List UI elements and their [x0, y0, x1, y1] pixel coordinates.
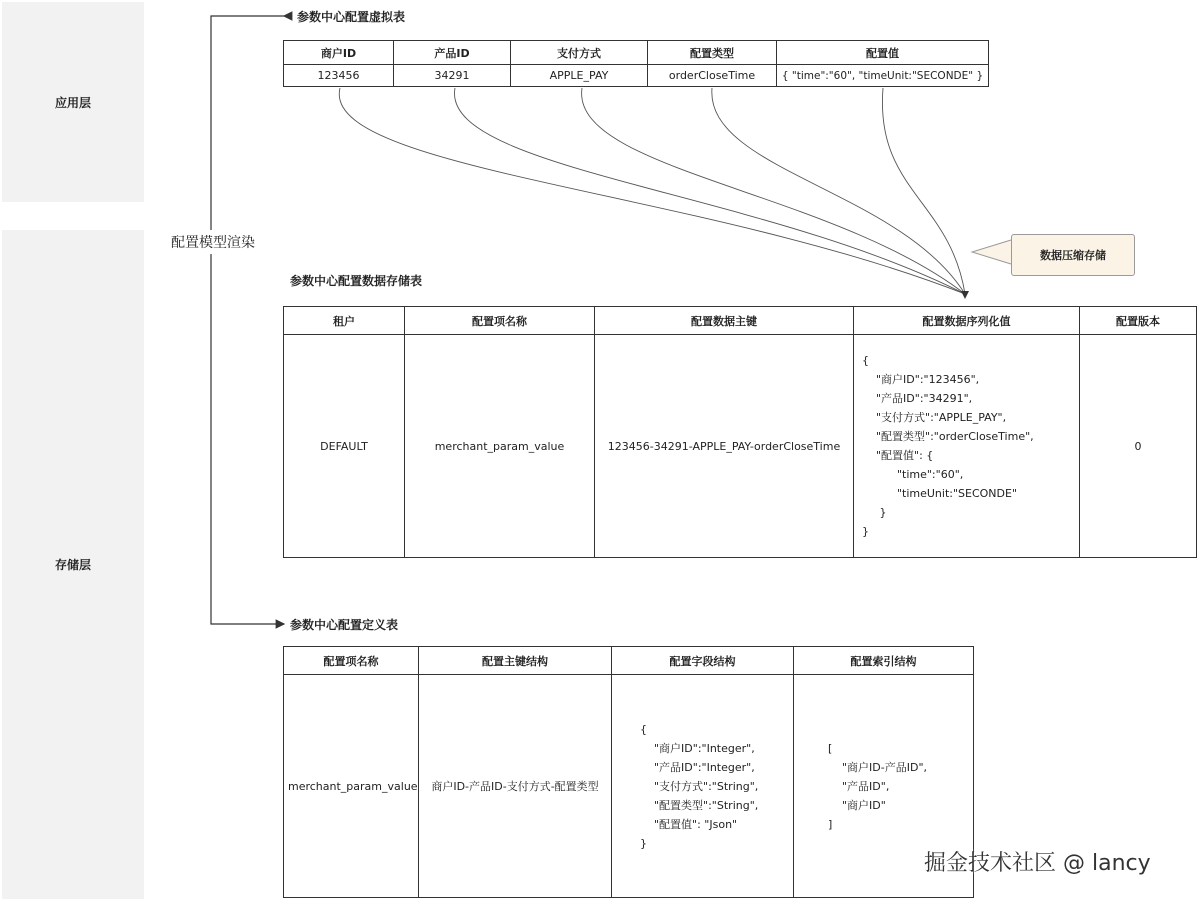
- storage-table-title: 参数中心配置数据存储表: [290, 274, 423, 288]
- storage-header-version: 配置版本: [1080, 307, 1197, 335]
- render-model-label: 配置模型渲染: [171, 230, 255, 254]
- storage-header-serialized: 配置数据序列化值: [854, 307, 1080, 335]
- storage-cell-item-name: merchant_param_value: [405, 335, 595, 558]
- virtual-header-config-value: 配置值: [777, 41, 989, 65]
- mapping-curve-merchant-id: [339, 88, 965, 294]
- storage-cell-data-key: 123456-34291-APPLE_PAY-orderCloseTime: [595, 335, 854, 558]
- storage-cell-version: 0: [1080, 335, 1197, 558]
- virtual-cell-payment: APPLE_PAY: [511, 65, 648, 87]
- virtual-cell-product-id: 34291: [394, 65, 511, 87]
- virtual-header-merchant-id: 商户ID: [284, 41, 394, 65]
- definition-header-key-structure: 配置主键结构: [419, 647, 612, 675]
- definition-cell-field-wrap: [612, 675, 794, 898]
- virtual-table-title: 参数中心配置虚拟表: [297, 10, 406, 24]
- virtual-cell-config-type: orderCloseTime: [648, 65, 777, 87]
- watermark: 掘金技术社区 @ lancy: [924, 851, 1151, 876]
- storage-header-tenant: 租户: [284, 307, 405, 335]
- virtual-header-config-type: 配置类型: [648, 41, 777, 65]
- storage-cell-serialized-wrap: [854, 335, 1080, 558]
- render-bracket-line: [211, 16, 284, 624]
- virtual-cell-merchant-id: 123456: [284, 65, 394, 87]
- compression-callout: 数据压缩存储: [1011, 234, 1135, 276]
- storage-cell-tenant: DEFAULT: [284, 335, 405, 558]
- mapping-curve-payment: [582, 88, 965, 294]
- virtual-table: [283, 40, 989, 87]
- definition-header-index-structure: 配置索引结构: [794, 647, 974, 675]
- storage-header-item-name: 配置项名称: [405, 307, 595, 335]
- storage-header-data-key: 配置数据主键: [595, 307, 854, 335]
- virtual-header-product-id: 产品ID: [394, 41, 511, 65]
- storage-cell-serialized: { "商户ID":"123456", "产品ID":"34291", "支付方式":"APPLE_PAY", "配置类型":"orderCloseTime", "配置值": { "time":"60", "timeUnit:"SECONDE" } }: [862, 354, 1034, 538]
- mapping-curve-product-id: [454, 88, 965, 294]
- storage-table: [283, 306, 1197, 558]
- virtual-cell-config-value: { "time":"60", "timeUnit:"SECONDE" }: [777, 65, 989, 87]
- definition-header-field-structure: 配置字段结构: [612, 647, 794, 675]
- storage-layer-label: 存储层: [54, 558, 91, 572]
- callout-pointer: [972, 240, 1011, 264]
- definition-cell-key-structure: 商户ID-产品ID-支付方式-配置类型: [419, 675, 612, 898]
- application-layer-label: 应用层: [54, 96, 91, 110]
- virtual-header-payment: 支付方式: [511, 41, 648, 65]
- definition-table: [283, 646, 974, 898]
- definition-table-title: 参数中心配置定义表: [290, 618, 399, 632]
- definition-cell-item-name: merchant_param_value: [284, 675, 419, 898]
- mapping-curve-config-type: [712, 88, 965, 294]
- definition-cell-index-structure: [ "商户ID-产品ID", "产品ID", "商户ID" ]: [828, 741, 927, 831]
- definition-cell-field-structure: { "商户ID":"Integer", "产品ID":"Integer", "支付方式":"String", "配置类型":"String", "配置值": "Json" }: [640, 722, 759, 850]
- definition-header-item-name: 配置项名称: [284, 647, 419, 675]
